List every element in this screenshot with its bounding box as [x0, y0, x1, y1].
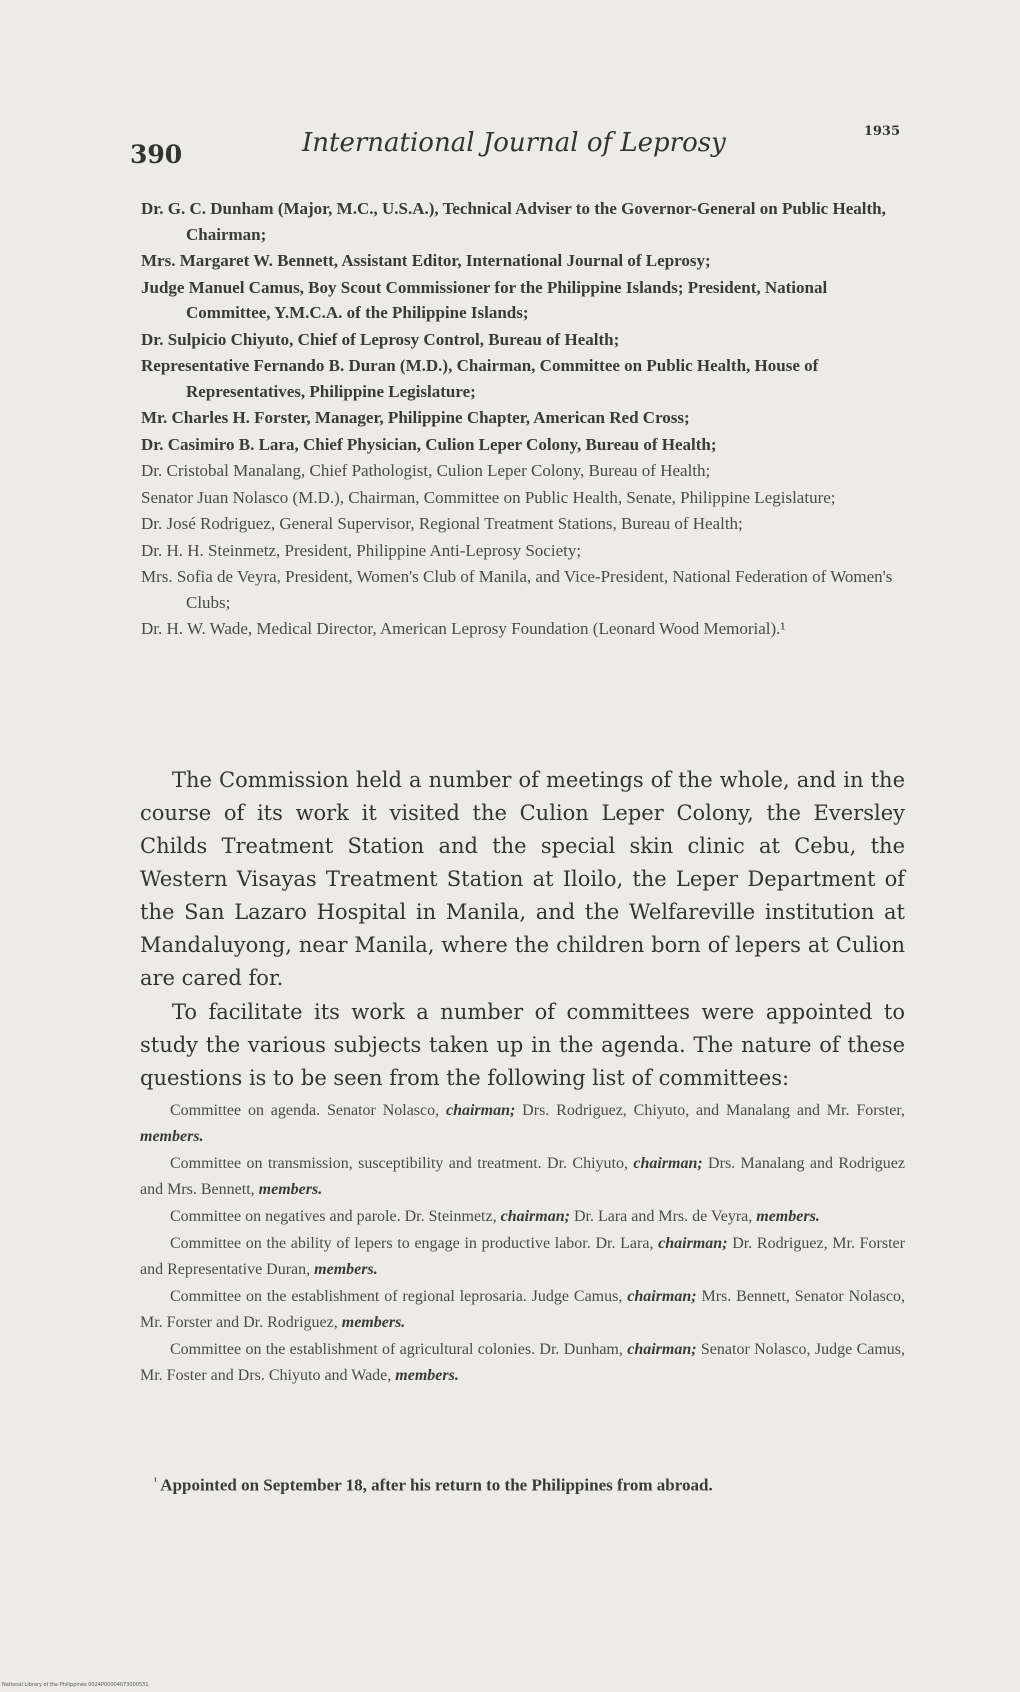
member-entry: Representative Fernando B. Duran (M.D.), Chairman, Committee on Public Health, House of Representatives, Philippine Legislature; [141, 356, 819, 401]
member-entry: Dr. G. C. Dunham (Major, M.C., U.S.A.), Technical Adviser to the Governor-General on Public Health, Chairman; [141, 199, 886, 244]
member-entry: Senator Juan Nolasco (M.D.), Chairman, Committee on Public Health, Senate, Philippine Legislature; [141, 487, 836, 507]
committees-list [140, 1098, 905, 1390]
member-entry: Judge Manuel Camus, Boy Scout Commissioner for the Philippine Islands; President, National Committee, Y.M.C.A. of the Philippine Islands; [141, 277, 828, 322]
page-header [130, 124, 900, 169]
member-entry: Mrs. Sofia de Veyra, President, Women's Club of Manila, and Vice-President, National Federation of Women's Clubs; [141, 567, 893, 612]
year-label: 1935 [863, 124, 900, 139]
page-number: 390 [130, 140, 183, 169]
member-entry: Mrs. Margaret W. Bennett, Assistant Editor, International Journal of Leprosy; [141, 251, 711, 270]
footnote [140, 1470, 905, 1498]
committee-entry: Committee on agenda. Senator Nolasco, chairman; Drs. Rodriguez, Chiyuto, and Manalang and Mr. Forster, members. [140, 1102, 906, 1145]
committee-entry: Committee on the establishment of regional leprosaria. Judge Camus, chairman; Mrs. Bennett, Senator Nolasco, Mr. Forster and Dr. Rodriguez, members. [140, 1288, 906, 1331]
commission-members-list [141, 196, 911, 643]
body-paragraph: To facilitate its work a number of committees were appointed to study the various subjects taken up in the agenda. The nature of these questions is to be seen from the following list of committees: [140, 1000, 905, 1090]
footnote-text: Appointed on September 18, after his return to the Philippines from abroad. [157, 1475, 713, 1495]
member-entry: Dr. Cristobal Manalang, Chief Pathologist, Culion Leper Colony, Bureau of Health; [141, 461, 711, 480]
library-stamp: National Library of the Philippines 0024P00004073000531 [2, 1682, 149, 1688]
member-entry: Dr. José Rodriguez, General Supervisor, Regional Treatment Stations, Bureau of Health; [141, 514, 743, 533]
committee-entry: Committee on the ability of lepers to engage in productive labor. Dr. Lara, chairman; Dr. Rodriguez, Mr. Forster and Representative Duran, members. [140, 1235, 905, 1278]
committee-entry: Committee on negatives and parole. Dr. Steinmetz, chairman; Dr. Lara and Mrs. de Veyra, members. [170, 1208, 820, 1225]
body-paragraph: The Commission held a number of meetings of the whole, and in the course of its work it visited the Culion Leper Colony, the Eversley Childs Treatment Station and the special skin clinic at Cebu, the Western Visayas Treatment Station at Iloilo, the Leper Department of the San Lazaro Hospital in Manila, and the Welfareville institution at Mandaluyong, near Manila, where the children born of lepers at Culion are cared for. [140, 768, 905, 990]
member-entry: Dr. Casimiro B. Lara, Chief Physician, Culion Leper Colony, Bureau of Health; [141, 434, 717, 454]
journal-title: International Journal of Leprosy [302, 128, 726, 158]
footnote-marker: ¹ [154, 1476, 157, 1487]
committee-entry: Committee on the establishment of agricultural colonies. Dr. Dunham, chairman; Senator Nolasco, Judge Camus, Mr. Foster and Drs. Chiyuto and Wade, members. [140, 1341, 906, 1384]
member-entry: Dr. H. H. Steinmetz, President, Philippine Anti-Leprosy Society; [141, 540, 582, 560]
committee-entry: Committee on transmission, susceptibility and treatment. Dr. Chiyuto, chairman; Drs. Manalang and Rodriguez and Mrs. Bennett, members. [140, 1155, 905, 1198]
member-entry: Mr. Charles H. Forster, Manager, Philippine Chapter, American Red Cross; [141, 408, 690, 427]
member-entry: Dr. Sulpicio Chiyuto, Chief of Leprosy Control, Bureau of Health; [141, 329, 620, 349]
member-entry: Dr. H. W. Wade, Medical Director, American Leprosy Foundation (Leonard Wood Memorial).¹ [141, 619, 786, 638]
